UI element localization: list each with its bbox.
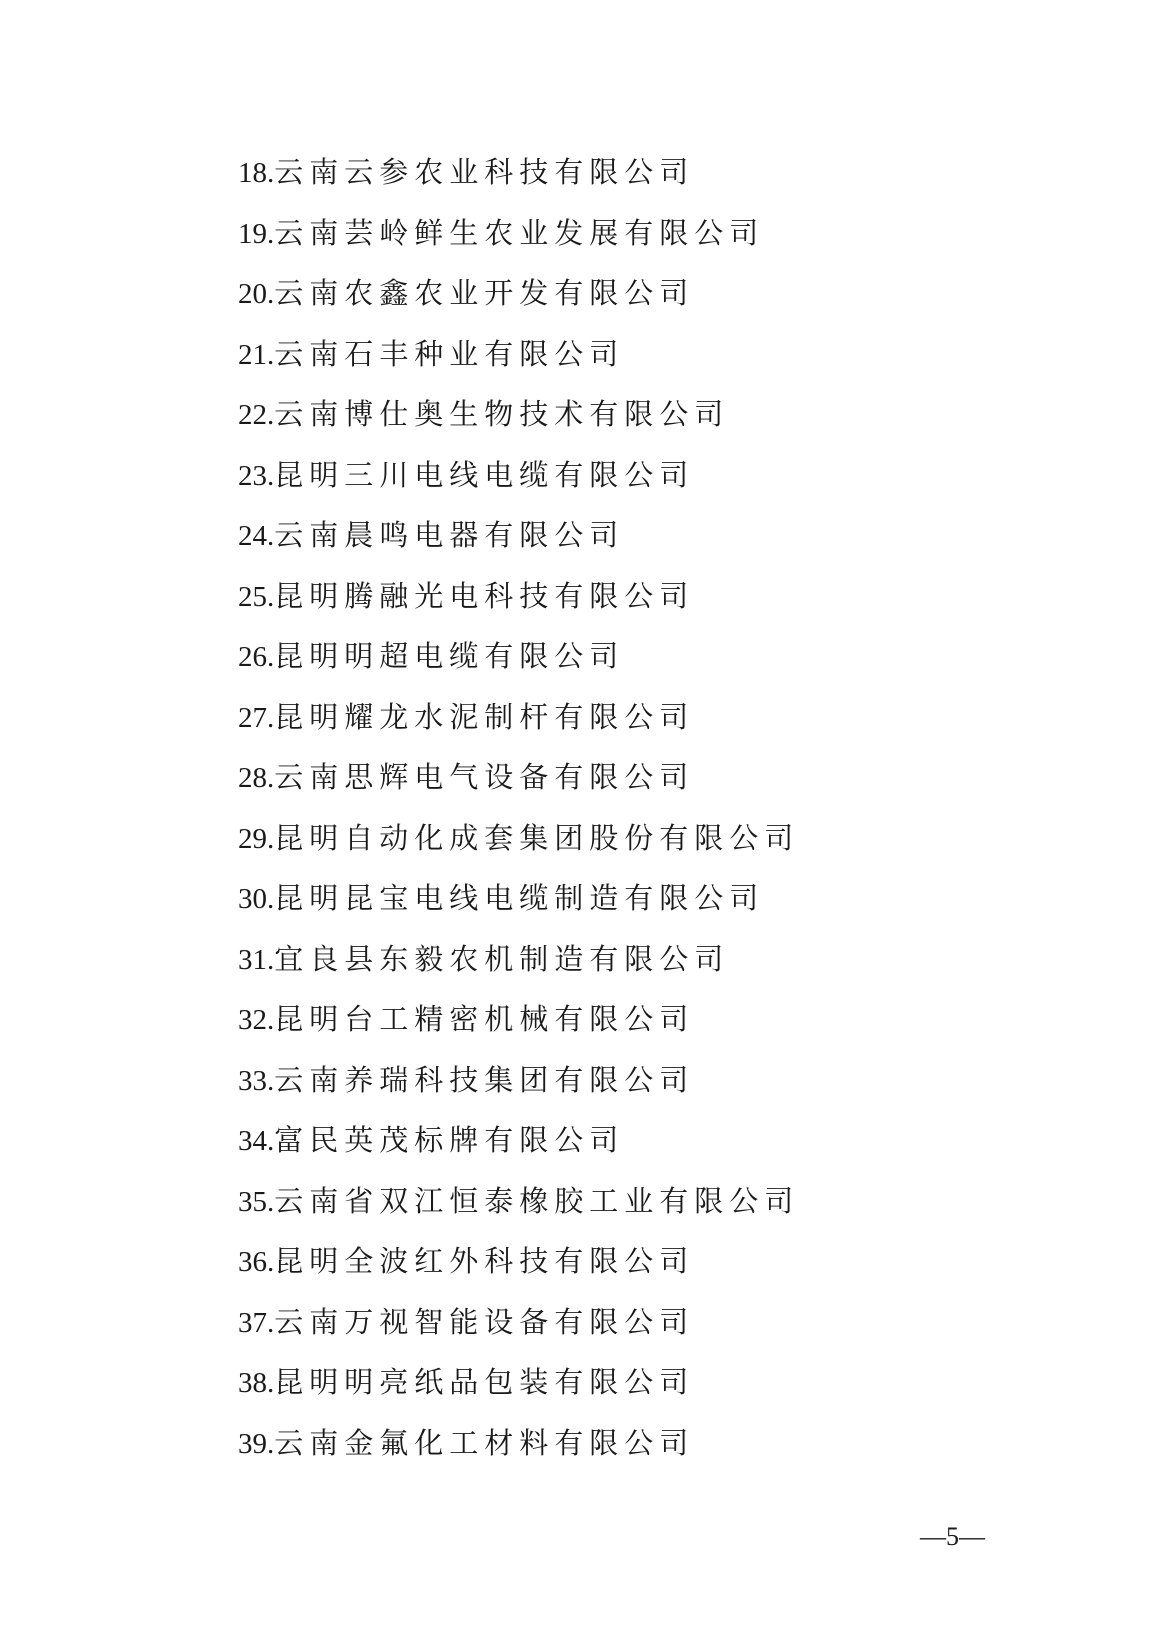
list-item [238, 336, 799, 397]
list-item [238, 1062, 799, 1123]
item-name: 昆明台工精密机械有限公司 [274, 1002, 695, 1036]
item-number: 18. [238, 157, 275, 189]
list-item [238, 457, 799, 518]
item-name: 云南省双江恒泰橡胶工业有限公司 [274, 1183, 800, 1218]
list-item [238, 578, 799, 639]
list-item [238, 1425, 799, 1486]
list-item [238, 941, 799, 1002]
item-number: 34. [238, 1125, 275, 1157]
item-name: 昆明明亮纸品包装有限公司 [274, 1365, 695, 1399]
item-number: 28. [238, 762, 275, 794]
item-name: 云南云参农业科技有限公司 [274, 155, 695, 189]
item-number: 30. [238, 883, 275, 915]
item-number: 24. [238, 520, 275, 552]
page-number: —5— [920, 1522, 985, 1551]
item-name: 昆明全波红外科技有限公司 [274, 1244, 695, 1278]
list-item [238, 1304, 799, 1365]
item-name: 昆明耀龙水泥制杆有限公司 [274, 699, 695, 734]
item-name: 云南金氟化工材料有限公司 [274, 1425, 695, 1460]
item-number: 23. [238, 459, 275, 492]
item-name: 云南万视智能设备有限公司 [274, 1304, 695, 1339]
item-number: 22. [238, 399, 275, 431]
item-number: 37. [238, 1306, 275, 1339]
item-name: 宜良县东毅农机制造有限公司 [274, 941, 730, 976]
item-name: 云南养瑞科技集团有限公司 [274, 1062, 695, 1097]
item-name: 云南芸岭鲜生农业发展有限公司 [274, 215, 765, 250]
list-item [238, 1364, 799, 1425]
list-item [238, 215, 799, 276]
item-name: 昆明明超电缆有限公司 [274, 639, 625, 673]
item-number: 38. [238, 1367, 275, 1399]
item-number: 32. [238, 1004, 275, 1036]
list-item [238, 275, 799, 336]
item-number: 26. [238, 641, 275, 673]
list-item [238, 154, 799, 215]
item-name: 昆明自动化成套集团股份有限公司 [274, 820, 800, 855]
item-number: 39. [238, 1427, 275, 1460]
item-number: 29. [238, 822, 275, 855]
item-number: 35. [238, 1185, 275, 1218]
item-name: 云南晨鸣电器有限公司 [274, 518, 625, 552]
item-number: 20. [238, 278, 275, 310]
list-item [238, 517, 799, 578]
item-number: 19. [238, 217, 275, 250]
item-name: 昆明昆宝电线电缆制造有限公司 [274, 881, 765, 915]
item-number: 33. [238, 1064, 275, 1097]
list-item [238, 1183, 799, 1244]
item-name: 云南石丰种业有限公司 [274, 336, 625, 371]
item-name: 富民英茂标牌有限公司 [274, 1123, 625, 1157]
item-number: 25. [238, 580, 275, 613]
list-item [238, 699, 799, 760]
item-name: 昆明三川电线电缆有限公司 [274, 457, 695, 492]
item-number: 31. [238, 943, 275, 976]
item-name: 云南思辉电气设备有限公司 [274, 760, 695, 794]
company-list [238, 154, 799, 1485]
list-item [238, 820, 799, 881]
list-item [238, 880, 799, 941]
list-item [238, 396, 799, 457]
list-item [238, 638, 799, 699]
list-item [238, 1122, 799, 1183]
list-item [238, 759, 799, 820]
list-item [238, 1243, 799, 1304]
item-number: 27. [238, 701, 275, 734]
item-name: 云南博仕奥生物技术有限公司 [274, 397, 730, 431]
item-number: 36. [238, 1246, 275, 1278]
item-name: 昆明腾融光电科技有限公司 [274, 578, 695, 613]
item-name: 云南农鑫农业开发有限公司 [274, 276, 695, 310]
list-item [238, 1001, 799, 1062]
item-number: 21. [238, 338, 275, 371]
